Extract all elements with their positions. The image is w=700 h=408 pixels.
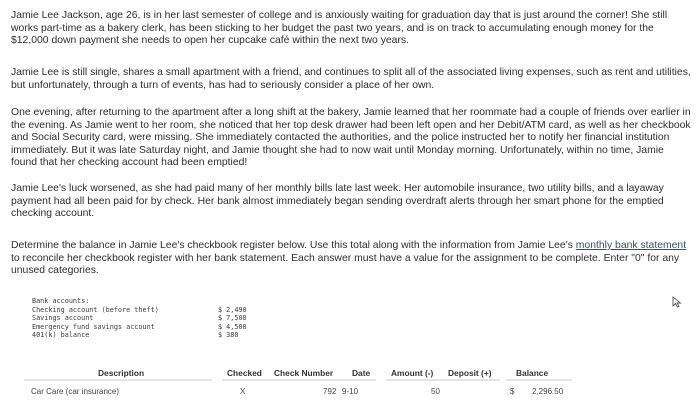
account-label: Savings account xyxy=(32,314,94,322)
register-row-date: 9-10 xyxy=(342,387,359,396)
account-amount: $ 380 xyxy=(218,331,239,339)
cursor-icon xyxy=(672,296,682,311)
account-row xyxy=(32,331,247,340)
instructions-text-after: to reconcile her checkbook register with her bank statement. Each answer must have a value for the assignment to be complete. Enter "0" for any unused categories. xyxy=(11,252,680,277)
header-deposit: Deposit (+) xyxy=(448,368,492,378)
header-amount: Amount (-) xyxy=(391,368,434,378)
register-row-description: Car Care (car insurance) xyxy=(31,387,120,396)
header-check-number: Check Number xyxy=(274,368,334,378)
bank-accounts-title: Bank accounts: xyxy=(32,297,90,305)
account-row xyxy=(32,314,247,323)
account-amount: $ 7,500 xyxy=(218,314,247,322)
account-label: Checking account (before theft) xyxy=(32,305,159,314)
scenario-paragraph-living: Jamie Lee is still single, shares a small apartment with a friend, and continues to split all of the associated living expenses, such as rent and utilities, but unfortunately, through a turn of events, has had to seriously consider a place of her own. xyxy=(11,67,691,91)
register-row-balance: 2,296.50 xyxy=(532,387,564,396)
monthly-bank-statement-link[interactable]: monthly bank statement xyxy=(575,240,687,251)
scenario-paragraph-intro: Jamie Lee Jackson, age 26, is in her last semester of college and is anxiously waiting for graduation day that is just around the corner! She still works part-time as a bakery clerk, has been sticking to her budget the past two years, and is on track to accumulating enough money for the $12,000 down payment she needs to open her cupcake café within the next two years. xyxy=(11,10,668,47)
account-amount: $ 2,490 xyxy=(218,305,247,314)
register-row-checked: X xyxy=(240,387,246,396)
account-amount: $ 4,500 xyxy=(218,322,247,331)
register-row-check-number: 792 xyxy=(323,387,337,396)
account-label: Emergency fund savings account xyxy=(32,322,155,331)
account-row xyxy=(32,323,247,332)
register-row-amount: 50 xyxy=(431,387,440,396)
instructions-text-before: Determine the balance in Jamie Lee's checkbook register below. Use this total along with the information from Jamie Lee's xyxy=(11,240,576,251)
bank-accounts-block xyxy=(32,297,247,340)
account-row xyxy=(32,306,247,315)
header-balance: Balance xyxy=(516,368,549,378)
register-row-balance-symbol: $ xyxy=(510,387,515,396)
header-description: Description xyxy=(98,368,145,378)
header-checked: Checked xyxy=(227,368,262,378)
scenario-paragraph-bills: Jamie Lee's luck worsened, as she had paid many of her monthly bills late last week. Her automobile insurance, two utility bills, and a layaway payment had all been paid for by check. Her bank almost immediately began sending overdraft alerts through her smart phone for the emptied checking account. xyxy=(11,183,664,220)
scenario-paragraph-theft: One evening, after returning to the apartment after a long shift at the bakery, Jamie learned that her roommate had a couple of friends over earlier in the evening. As Jamie went to her room, she noticed that her top desk drawer had been left open and her Debit/ATM card, as well as her checkbook and Social Security card, were missing. She immediately contacted the authorities, and the police instructed her to notify her financial institution immediately. But it was late Saturday night, and Jamie thought she had to now wait until Monday morning. Unfortunately, within no time, Jamie found that her checking account had been emptied! xyxy=(11,107,691,169)
instructions-paragraph xyxy=(11,240,691,278)
account-label: 401(k) balance xyxy=(32,331,90,339)
header-date: Date xyxy=(352,368,371,378)
